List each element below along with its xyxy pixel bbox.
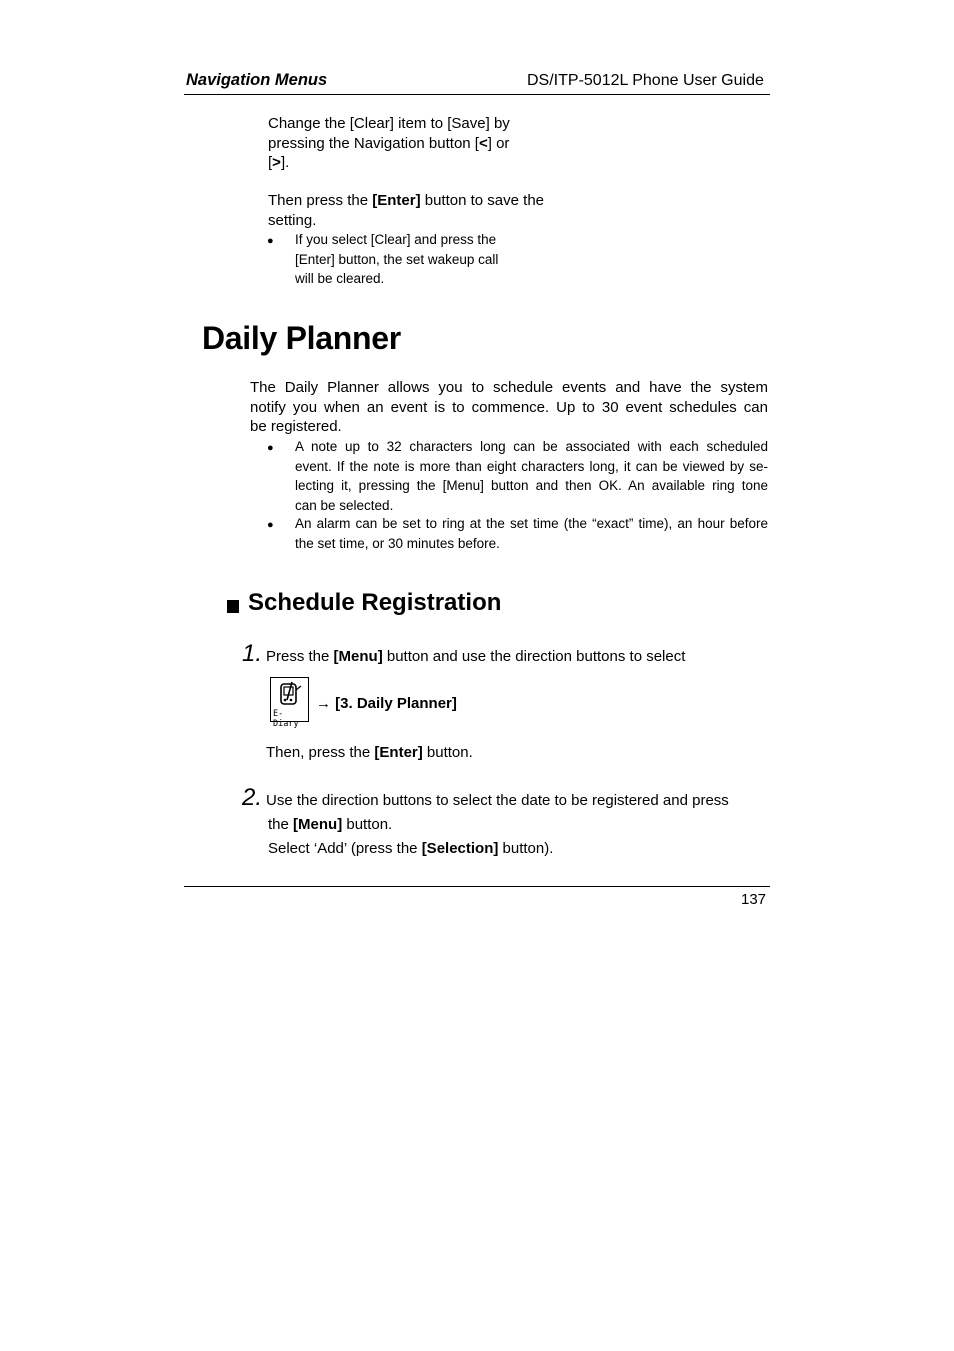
- bullet-icon: ●: [267, 442, 274, 454]
- step2-select-text: Select ‘Add’ (press the [Selection] button).: [268, 840, 554, 857]
- step2-menu-text: the [Menu] button.: [268, 816, 393, 833]
- step-number: 1.: [242, 640, 263, 667]
- then-enter-text: Then, press the [Enter] button.: [266, 744, 473, 761]
- section-title: Navigation Menus: [186, 71, 328, 89]
- footer-rule: [184, 886, 770, 887]
- square-bullet-icon: [227, 600, 239, 613]
- e-diary-label: E-Diary: [273, 709, 299, 729]
- step1-text: Press the [Menu] button and use the direction buttons to select: [266, 648, 686, 665]
- step-number: 2.: [242, 784, 263, 811]
- daily-planner-intro: The Daily Planner allows you to schedule events and have the system notify you when an event is to commence. Up to 30 event schedules can be registered.: [250, 379, 768, 435]
- guide-title: DS/ITP-5012L Phone User Guide: [527, 72, 764, 89]
- page-number: 137: [741, 891, 767, 908]
- e-diary-icon: [270, 677, 309, 729]
- bullet-icon: ●: [267, 519, 274, 531]
- step2-text: Use the direction buttons to select the date to be registered and press: [266, 792, 729, 809]
- header-rule: [184, 94, 770, 95]
- bullet-alarm: An alarm can be set to ring at the set time (the “exact” time), an hour before the set time, or 30 minutes before.: [295, 516, 768, 551]
- page-heading: Daily Planner: [202, 320, 401, 356]
- wakeup-note: If you select [Clear] and press the [Enter] button, the set wakeup call will be cleared.: [295, 232, 499, 286]
- wakeup-enter-instruction: Then press the [Enter] button to save the setting.: [268, 192, 544, 229]
- bullet-icon: ●: [267, 235, 274, 247]
- arrow-icon: →: [316, 695, 331, 712]
- menu-path: → [3. Daily Planner]: [316, 695, 457, 712]
- subsection-heading: Schedule Registration: [248, 589, 502, 616]
- bullet-note-length: A note up to 32 characters long can be associated with each scheduled event. If the note is more than eight characters long, it can be viewed by se- lecting it, pressing the [Menu] button and then OK. An available ring tone can be selected.: [295, 439, 768, 513]
- wakeup-instruction: Change the [Clear] item to [Save] by pressing the Navigation button [<] or [>].: [268, 115, 510, 171]
